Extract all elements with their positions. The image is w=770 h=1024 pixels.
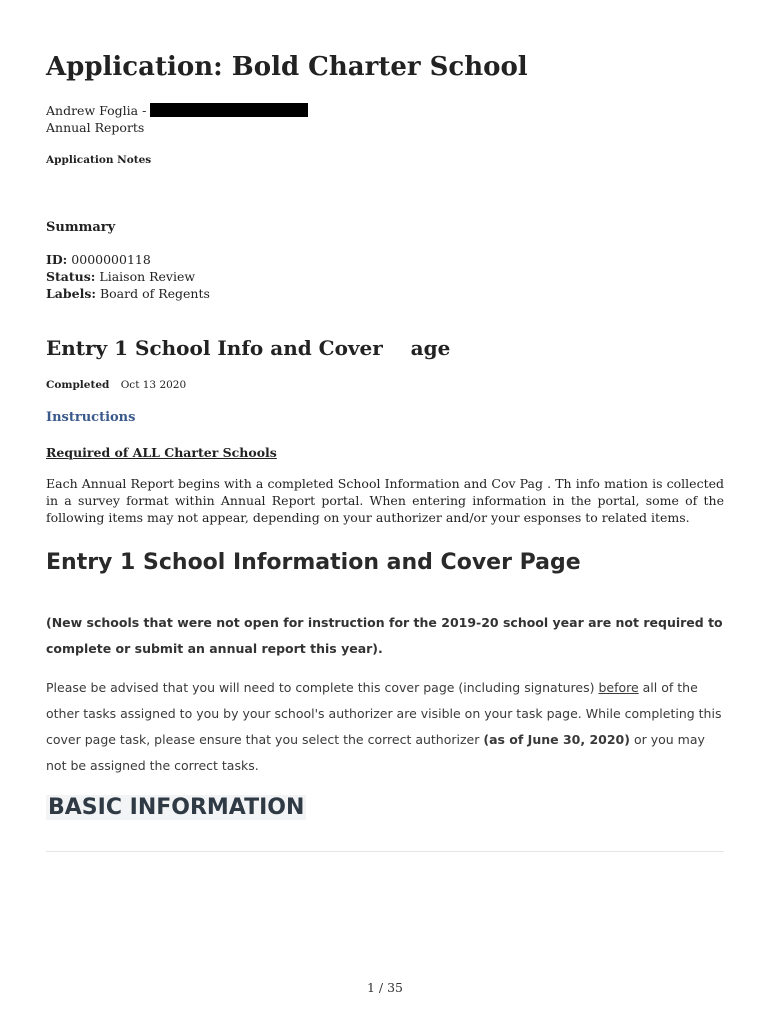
summary-id bbox=[46, 252, 151, 267]
divider bbox=[46, 851, 724, 852]
basic-information-heading: BASIC INFORMATION bbox=[48, 795, 305, 820]
completed-date: Oct 13 2020 bbox=[120, 379, 187, 391]
summary-labels bbox=[46, 286, 210, 301]
advisory-text-2: all of the other tasks assigned to you by your school's authorizer are visible on your task page. While completing this cover page task, please ensure that you select the correct authorizer bbox=[46, 680, 722, 747]
required-heading: Required of ALL Charter Schools bbox=[46, 445, 277, 460]
summary-heading: Summary bbox=[46, 220, 116, 235]
page-title: Application: Bold Charter School bbox=[46, 52, 528, 82]
labels-label: Labels: bbox=[46, 286, 96, 301]
status-label: Status: bbox=[46, 269, 96, 284]
advisory-text-1: Please be advised that you will need to complete this cover page (including signatures) bbox=[46, 680, 599, 695]
entry-paragraph: Each Annual Report begins with a completed School Information and Cov Pag . Th info mation is collected in a survey format within Annual Report portal. When entering information in the portal, some of the following items may not appear, depending on your authorizer and/or your esponses to related items. bbox=[46, 476, 724, 525]
summary-status bbox=[46, 269, 195, 284]
status-value: Liaison Review bbox=[99, 269, 196, 284]
application-notes-label: Application Notes bbox=[46, 154, 152, 166]
completed-line bbox=[46, 379, 186, 391]
page-number: 1 / 35 bbox=[366, 980, 404, 995]
advisory-before: before bbox=[598, 680, 639, 695]
author-name: Andrew Foglia - bbox=[46, 103, 147, 118]
author-line bbox=[46, 103, 308, 118]
instructions-heading: Instructions bbox=[46, 410, 136, 425]
redaction-bar bbox=[150, 103, 308, 117]
entry-heading: Entry 1 School Info and Cover age bbox=[46, 336, 451, 360]
section-name: Annual Reports bbox=[46, 120, 145, 135]
advisory-paragraph bbox=[46, 675, 724, 779]
id-value: 0000000118 bbox=[71, 252, 151, 267]
new-schools-note: (New schools that were not open for instruction for the 2019-20 school year are not required to complete or submit an annual report this year). bbox=[46, 615, 723, 656]
advisory-date: (as of June 30, 2020) bbox=[483, 732, 630, 747]
labels-value: Board of Regents bbox=[99, 286, 210, 301]
advisory-text-3: or you may not be assigned the correct tasks. bbox=[46, 732, 705, 773]
completed-label: Completed bbox=[46, 379, 110, 391]
content-heading: Entry 1 School Information and Cover Page bbox=[46, 550, 581, 575]
id-label: ID: bbox=[46, 252, 68, 267]
